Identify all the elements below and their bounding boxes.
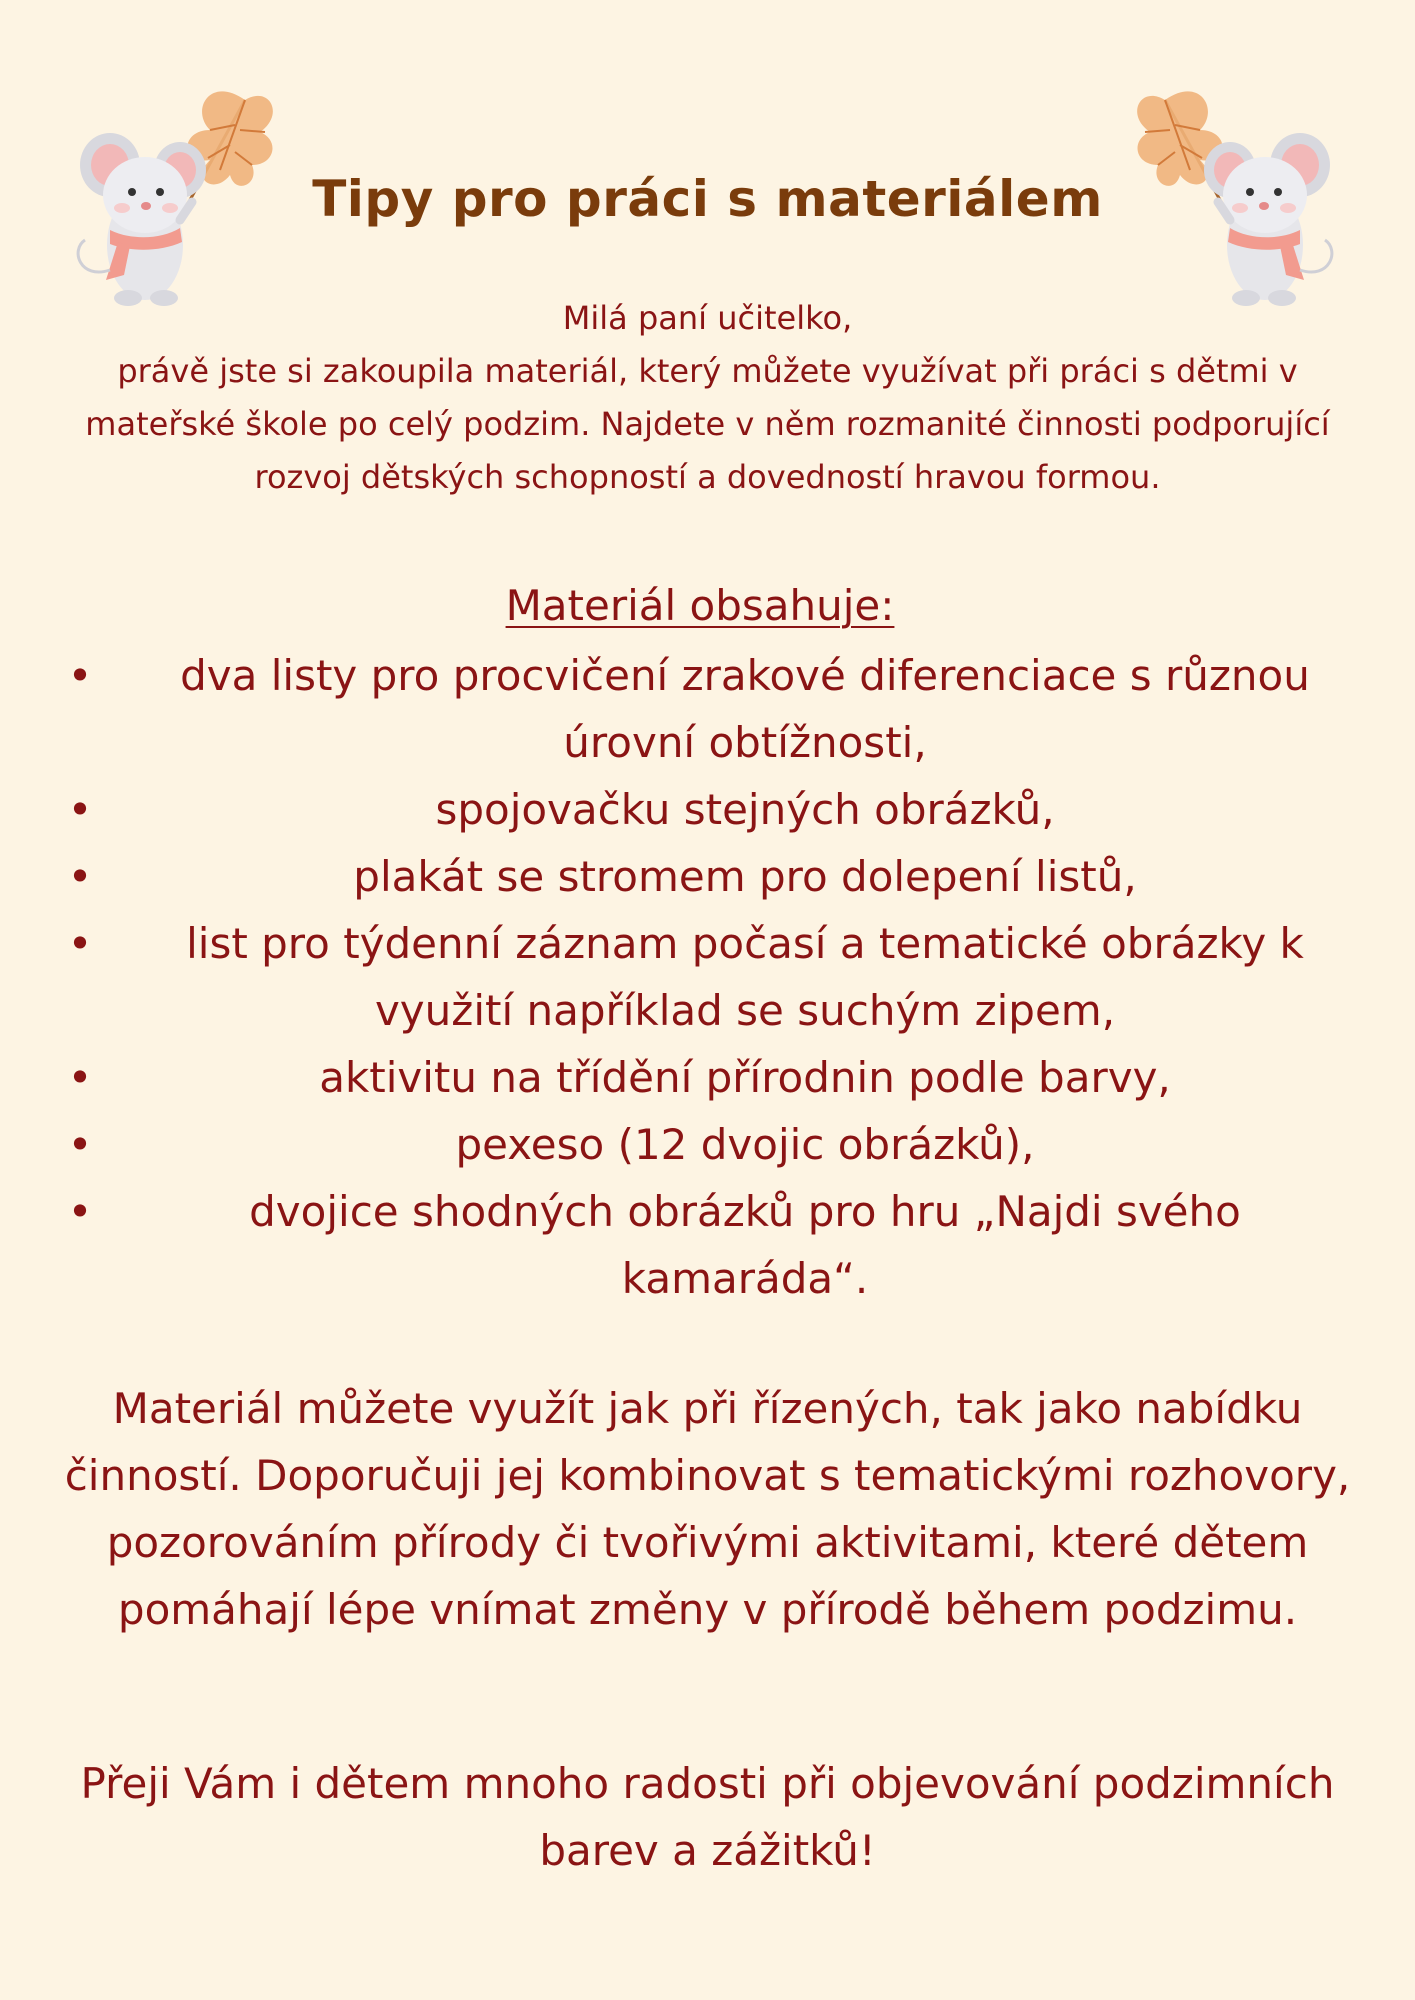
list-item	[0, 1111, 1415, 1178]
bullet-icon: •	[67, 651, 93, 700]
bullet-icon: •	[67, 919, 93, 968]
material-list	[0, 642, 1415, 1312]
usage-paragraph: Materiál můžete využít jak při řízených, tak jako nabídku činností. Doporučuji jej kombinovat s tematickými rozhovory, pozorováním přírody či tvořivými aktivitami, které dětem pomáhají lépe vnímat změny v přírodě během podzimu.	[64, 1384, 1351, 1634]
intro-body: právě jste si zakoupila materiál, který můžete využívat při práci s dětmi v mateřské škole po celý podzim. Najdete v něm rozmanité činnosti podporující rozvoj dětských schopností a dovedností hravou formou.	[85, 352, 1330, 496]
list-item-text: plakát se stromem pro dolepení listů,	[353, 852, 1137, 901]
list-item-text: list pro týdenní záznam počasí a tematické obrázky k využití například se suchým zipem,	[186, 919, 1304, 1035]
page-title: Tipy pro práci s materiálem	[312, 170, 1103, 228]
bullet-icon: •	[67, 785, 93, 834]
list-item	[0, 1178, 1415, 1312]
bullet-icon: •	[67, 852, 93, 901]
list-item-text: pexeso (12 dvojic obrázků),	[455, 1120, 1035, 1169]
bullet-icon: •	[67, 1053, 93, 1102]
intro-text	[40, 292, 1375, 504]
bullet-icon: •	[67, 1187, 93, 1236]
list-item-text: aktivitu na třídění přírodnin podle barvy,	[319, 1053, 1171, 1102]
closing-wish: Přeji Vám i dětem mnoho radosti při objevování podzimních barev a zážitků!	[80, 1759, 1335, 1875]
list-item	[0, 910, 1415, 1044]
list-item	[0, 776, 1415, 843]
material-heading: Materiál obsahuje:	[505, 581, 895, 630]
bullet-icon: •	[67, 1120, 93, 1169]
list-item	[0, 843, 1415, 910]
list-item-text: dva listy pro procvičení zrakové diferenciace s různou úrovní obtížnosti,	[180, 651, 1310, 767]
list-item	[0, 1044, 1415, 1111]
list-item	[0, 642, 1415, 776]
list-item-text: dvojice shodných obrázků pro hru „Najdi svého kamaráda“.	[249, 1187, 1241, 1303]
list-item-text: spojovačku stejných obrázků,	[435, 785, 1055, 834]
intro-greeting: Milá paní učitelko,	[562, 299, 853, 337]
